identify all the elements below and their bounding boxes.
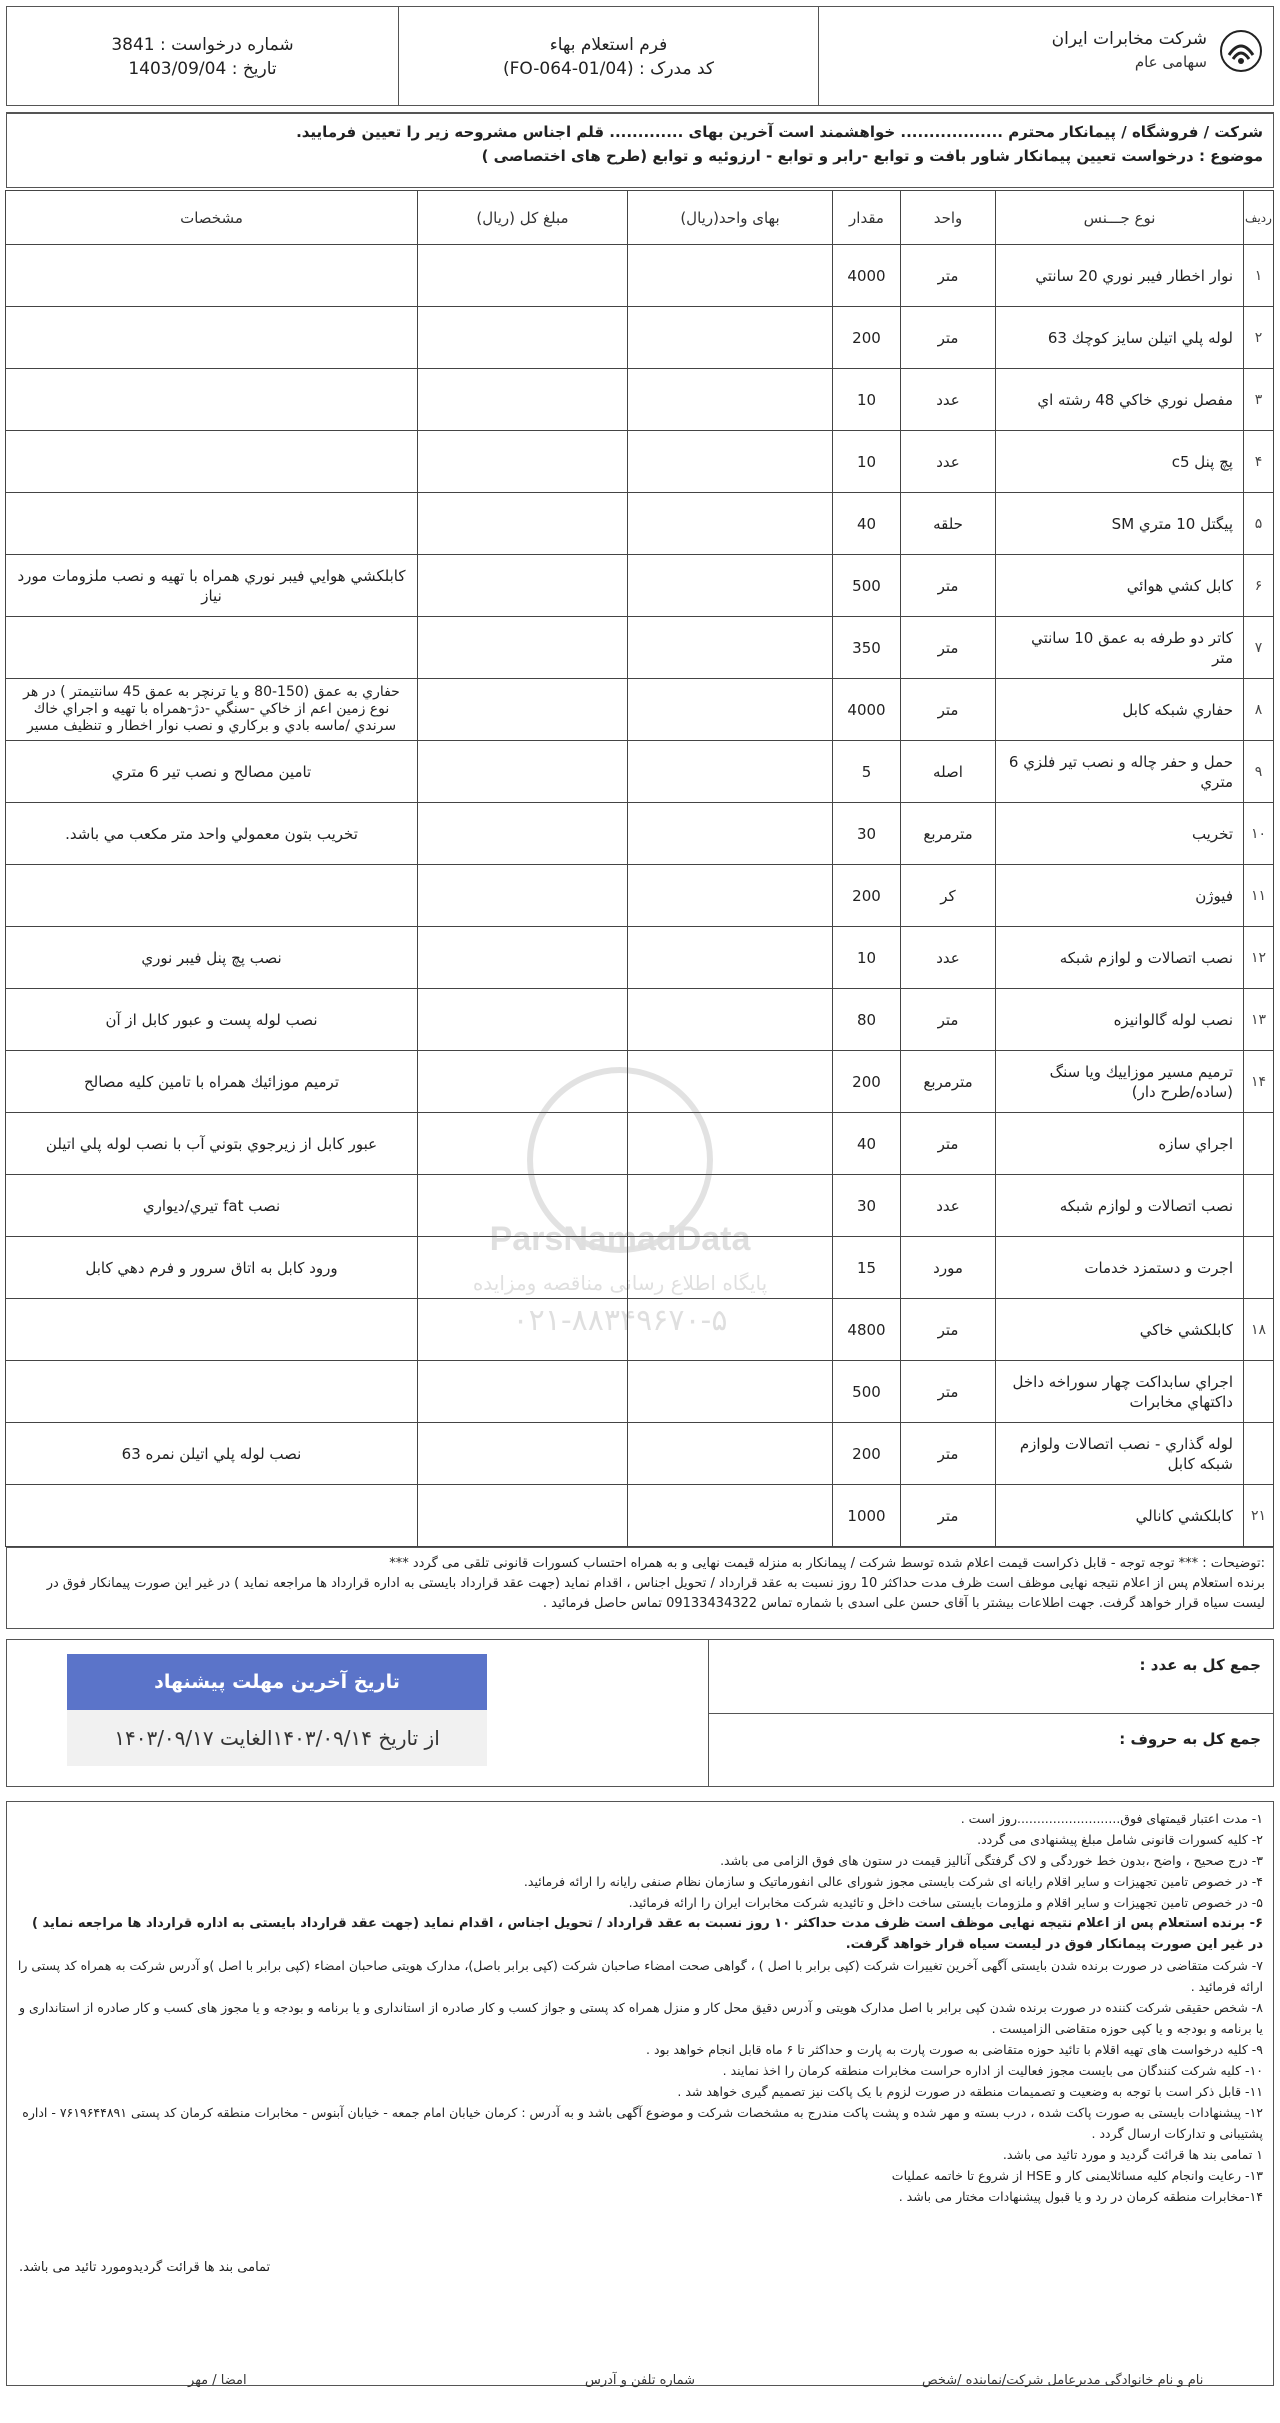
item-name: كابل كشي هوائي	[996, 555, 1244, 617]
company-type: سهامی عام	[1134, 53, 1207, 71]
table-row	[6, 245, 1274, 307]
item-unit-price	[628, 493, 833, 555]
item-unit-price	[628, 927, 833, 989]
table-header-row	[6, 191, 1274, 245]
watermark-tagline: پایگاه اطلاع رسانی مناقصه ومزایده	[472, 1271, 768, 1295]
item-quantity: 200	[833, 1051, 901, 1113]
item-name: نصب اتصالات و لوازم شبكه	[996, 927, 1244, 989]
request-number: شماره درخواست : 3841	[111, 35, 294, 55]
item-spec	[6, 865, 418, 927]
item-unit: حلقه	[901, 493, 996, 555]
item-spec: نصب لوله پست و عبور كابل از آن	[6, 989, 418, 1051]
company-block	[818, 7, 1273, 105]
item-unit-price	[628, 1299, 833, 1361]
item-quantity: 1000	[833, 1485, 901, 1547]
item-name: لوله پلي اتيلن سايز كوچك 63	[996, 307, 1244, 369]
item-quantity: 200	[833, 865, 901, 927]
item-spec: نصب پچ پنل فيبر نوري	[6, 927, 418, 989]
form-title-block	[398, 7, 818, 105]
condition-item: ۶- برنده استعلام پس از اعلام نتیجه نهایی موظف است ظرف مدت حداکثر ۱۰ روز نسبت به عقد قرارداد / تحویل اجناس ، اقدام نماید (جهت عقد قرارداد بایستی به اداره قرارداد ها مراجعه نماید ) در غیر این صورت پیمانکار فوق در لیست سیاه قرار خواهد گرفت.	[31, 1916, 1263, 1952]
table-row	[6, 1237, 1274, 1299]
item-spec: نصب fat تيري/ديواري	[6, 1175, 418, 1237]
table-row	[6, 679, 1274, 741]
col-spec-header: مشخصات	[6, 191, 418, 245]
table-row	[6, 741, 1274, 803]
deadline-title: تاریخ آخرین مهلت پیشنهاد	[67, 1654, 487, 1710]
item-quantity: 40	[833, 1113, 901, 1175]
item-unit: عدد	[901, 369, 996, 431]
item-total-price	[418, 927, 628, 989]
table-row	[6, 493, 1274, 555]
item-unit: عدد	[901, 927, 996, 989]
row-number: ۱۳	[1244, 989, 1274, 1051]
item-name: مفصل نوري خاكي 48 رشته اي	[996, 369, 1244, 431]
item-unit-price	[628, 245, 833, 307]
condition-item: ۱۲- پیشنهادات بایستی به صورت پاکت شده ، درب بسته و مهر شده و پشت پاکت مندرج به مشخصات شرکت و موضوع آگهی باشد و به آدرس : کرمان خیابان امام جمعه - خیابان آبنوس - مخابرات منطقه کرمان کد پستی ۷۶۱۹۶۴۴۸۹۱ - اداره پشتیبانی و تدارکات ارسال گردد .	[22, 2105, 1263, 2141]
item-unit: مترمربع	[901, 803, 996, 865]
item-unit-price	[628, 741, 833, 803]
condition-item: ۱۱- قابل ذکر است با توجه به وضعیت و تصمیمات منطقه در صورت لزوم با یک پاکت نیز تصمیم گیری خواهد شد .	[677, 2084, 1263, 2099]
table-row	[6, 431, 1274, 493]
table-row	[6, 1485, 1274, 1547]
notes-block	[6, 1547, 1274, 1629]
row-number: ۶	[1244, 555, 1274, 617]
item-spec	[6, 1299, 418, 1361]
row-number: ۳	[1244, 369, 1274, 431]
item-spec	[6, 245, 418, 307]
item-unit: اصله	[901, 741, 996, 803]
item-unit: متر	[901, 1299, 996, 1361]
table-row	[6, 307, 1274, 369]
company-logo-icon	[1219, 29, 1263, 73]
form-header	[6, 6, 1274, 106]
table-row	[6, 803, 1274, 865]
request-block	[7, 7, 398, 105]
item-spec	[6, 307, 418, 369]
table-row	[6, 1423, 1274, 1485]
item-spec: تامين مصالح و نصب تير 6 متري	[6, 741, 418, 803]
notes-line-1: :توضیحات : *** توجه توجه - قابل ذکراست قیمت اعلام شده توسط شرکت / پیمانکار به منزله قیمت نهایی و به همراه احتساب کسورات قانونی تلقی می گردد ***	[389, 1556, 1265, 1571]
item-quantity: 5	[833, 741, 901, 803]
item-total-price	[418, 555, 628, 617]
item-quantity: 500	[833, 1361, 901, 1423]
item-name: نصب اتصالات و لوازم شبكه	[996, 1175, 1244, 1237]
item-quantity: 10	[833, 431, 901, 493]
item-quantity: 80	[833, 989, 901, 1051]
item-unit: متر	[901, 617, 996, 679]
item-name: اجراي سازه	[996, 1113, 1244, 1175]
item-name: نصب لوله گالوانيزه	[996, 989, 1244, 1051]
watermark-brand: ParsNamadData	[489, 1220, 751, 1258]
row-number: ۱۲	[1244, 927, 1274, 989]
item-spec: نصب لوله پلي اتيلن نمره 63	[6, 1423, 418, 1485]
item-unit: مترمربع	[901, 1051, 996, 1113]
condition-item: ۱۴-مخابرات منطقه کرمان در رد و یا قبول پیشنهادات مختار می باشد .	[898, 2189, 1263, 2204]
item-name: كابلكشي كانالي	[996, 1485, 1244, 1547]
item-name: كابلكشي خاكي	[996, 1299, 1244, 1361]
final-approval-note: تمامی بند ها قرائت گردیدومورد تائید می باشد.	[19, 2260, 271, 2275]
item-name: پچ پنل c5	[996, 431, 1244, 493]
condition-item: ۱ تمامی بند ها قرائت گردید و مورد تائید می باشد.	[1002, 2147, 1263, 2162]
condition-item: ۳- درج صحیح ، واضح ،بدون خط خوردگی و لاک گرفتگی آنالیز قیمت در ستون های فوق الزامی می باشد.	[720, 1853, 1263, 1868]
condition-item: ۲- کلیه کسورات قانونی شامل مبلغ پیشنهادی می گردد.	[977, 1832, 1263, 1847]
item-unit: متر	[901, 1113, 996, 1175]
item-unit: عدد	[901, 431, 996, 493]
item-spec	[6, 1485, 418, 1547]
table-row	[6, 617, 1274, 679]
intro-block	[6, 112, 1274, 188]
condition-item: ۷- شرکت متقاضی در صورت برنده شدن بایستی آگهی آخرین تغییرات شرکت (کپی برابر با اصل ) ، گواهی صحت امضاء صاحبان شرکت (کپی برابر باصل)، مدارک هویتی صاحبان امضاء (کپی برابر با اصل )و آدرس شرکت به همراه کد پستی را ارائه فرمائید .	[17, 1958, 1263, 1994]
item-quantity: 4800	[833, 1299, 901, 1361]
row-number	[1244, 1113, 1274, 1175]
deadline-dates: از تاریخ ۱۴۰۳/۰۹/۱۴الغایت ۱۴۰۳/۰۹/۱۷	[67, 1710, 487, 1766]
item-total-price	[418, 1113, 628, 1175]
condition-item: ۸- شخص حقیقی شرکت کننده در صورت برنده شدن کپی برابر با اصل مدارک هویتی و آدرس دقیق محل کار و منزل همراه کد پستی و جواز کسب و کار صادره از استانداری و یا برنامه و بودجه و یا مجوز های کسب و کار صادره از استانداری و یا برنامه و بودجه و یا کپی حوزه متقاضی الزامیست .	[19, 2000, 1263, 2036]
item-name: حفاري شبكه كابل	[996, 679, 1244, 741]
item-quantity: 200	[833, 1423, 901, 1485]
request-date: تاریخ : 1403/09/04	[128, 59, 277, 79]
row-number: ۸	[1244, 679, 1274, 741]
item-quantity: 500	[833, 555, 901, 617]
row-number: ۱۴	[1244, 1051, 1274, 1113]
item-total-price	[418, 1423, 628, 1485]
signature-name-label: نام و نام خانوادگی مدیرعامل شرکت/نماینده /شخص	[921, 2373, 1204, 2388]
table-row	[6, 369, 1274, 431]
item-unit: متر	[901, 1485, 996, 1547]
item-unit-price	[628, 803, 833, 865]
item-spec: تخريب بتون معمولي واحد متر مكعب مي باشد.	[6, 803, 418, 865]
table-row	[6, 1175, 1274, 1237]
item-total-price	[418, 741, 628, 803]
item-total-price	[418, 493, 628, 555]
item-spec	[6, 369, 418, 431]
item-unit-price	[628, 1237, 833, 1299]
item-name: نوار اخطار فيبر نوري 20 سانتي	[996, 245, 1244, 307]
item-total-price	[418, 1175, 628, 1237]
item-unit: متر	[901, 1361, 996, 1423]
item-name: لوله گذاري - نصب اتصالات ولوازم شبكه كابل	[996, 1423, 1244, 1485]
watermark-phone: ۰۲۱-۸۸۳۴۹۶۷۰-۵	[512, 1303, 728, 1338]
col-row-header: ردیف	[1244, 191, 1274, 245]
item-name: پيگتل 10 متري SM	[996, 493, 1244, 555]
item-unit-price	[628, 1485, 833, 1547]
item-unit-price	[628, 1051, 833, 1113]
item-name: فيوژن	[996, 865, 1244, 927]
item-unit-price	[628, 865, 833, 927]
item-unit-price	[628, 431, 833, 493]
item-unit-price	[628, 617, 833, 679]
col-qty-header: مقدار	[833, 191, 901, 245]
item-name: حمل و حفر چاله و نصب تير فلزي 6 متري	[996, 741, 1244, 803]
item-unit-price	[628, 369, 833, 431]
item-quantity: 30	[833, 1175, 901, 1237]
item-name: تخريب	[996, 803, 1244, 865]
item-spec: حفاري به عمق (150-80 و يا ترنچر به عمق 45 سانتيمتر ) در هر نوع زمين اعم از خاكي -سنگي -دژ-همراه با تهيه و اجراي خاك سرندي /ماسه بادي و بركاري و نصب نوار اخطار و تنظيف مسير	[6, 679, 418, 741]
item-spec: ورود كابل به اتاق سرور و فرم دهي كابل	[6, 1237, 418, 1299]
item-unit-price	[628, 679, 833, 741]
item-quantity: 4000	[833, 245, 901, 307]
notes-line-2: برنده استعلام پس از اعلام نتیجه نهایی موظف است ظرف مدت حداکثر 10 روز نسبت به عقد قرارداد / تحویل اجناس ، اقدام نماید (جهت عقد قرارداد بایستی به اداره قرارداد ها مراجعه نماید ) در غیر این صورت پیمانکار فوق در لیست سیاه قرار خواهد گرفت. جهت اطلاعات بیشتر با آقای حسن علی اسدی با شماره تماس 09133434322 تماس حاصل فرمائید .	[46, 1576, 1265, 1611]
item-unit-price	[628, 1175, 833, 1237]
item-quantity: 40	[833, 493, 901, 555]
item-spec	[6, 431, 418, 493]
item-total-price	[418, 1299, 628, 1361]
deadline-box	[67, 1654, 487, 1766]
item-quantity: 4000	[833, 679, 901, 741]
row-number: ۱۸	[1244, 1299, 1274, 1361]
item-total-price	[418, 1485, 628, 1547]
item-total-price	[418, 865, 628, 927]
item-unit: متر	[901, 679, 996, 741]
item-total-price	[418, 803, 628, 865]
row-number: ۵	[1244, 493, 1274, 555]
table-row	[6, 1299, 1274, 1361]
condition-item: ۱۳- رعایت وانجام کلیه مسائلایمنی کار و HSE از شروع تا خاتمه عملیات	[891, 2168, 1263, 2183]
condition-item: ۱- مدت اعتبار قیمتهای فوق..........................روز است .	[960, 1811, 1263, 1826]
condition-item: ۱۰- کلیه شرکت کنندگان می بایست مجوز فعالیت از اداره حراست مخابرات منطقه کرمان را اخذ نمایند .	[722, 2063, 1263, 2078]
item-quantity: 10	[833, 369, 901, 431]
item-total-price	[418, 1051, 628, 1113]
item-spec: عبور كابل از زيرجوي بتوني آب با نصب لوله پلي اتيلن	[6, 1113, 418, 1175]
conditions-block	[6, 1801, 1274, 2386]
item-unit: عدد	[901, 1175, 996, 1237]
item-quantity: 350	[833, 617, 901, 679]
item-spec	[6, 1361, 418, 1423]
signature-row	[6, 2373, 1274, 2423]
item-unit-price	[628, 989, 833, 1051]
row-number	[1244, 1175, 1274, 1237]
items-table	[5, 190, 1274, 1547]
row-number: ۲۱	[1244, 1485, 1274, 1547]
condition-item: ۴- در خصوص تامین تجهیزات و سایر اقلام رایانه ای شرکت بایستی مجوز شورای عالی انفورماتیک و سازمان نظام صنفی رایانه را ارائه فرمائید.	[523, 1874, 1263, 1889]
item-quantity: 30	[833, 803, 901, 865]
row-number: ۱	[1244, 245, 1274, 307]
item-total-price	[418, 245, 628, 307]
item-total-price	[418, 989, 628, 1051]
signature-sign-label: امضا / مهر	[188, 2373, 247, 2388]
item-unit: متر	[901, 1423, 996, 1485]
company-name: شرکت مخابرات ایران	[1051, 29, 1207, 49]
row-number: ۲	[1244, 307, 1274, 369]
item-total-price	[418, 431, 628, 493]
item-unit: متر	[901, 307, 996, 369]
totals-block	[6, 1639, 1274, 1787]
item-total-price	[418, 1361, 628, 1423]
col-unit-header: واحد	[901, 191, 996, 245]
item-unit-price	[628, 555, 833, 617]
row-number: ۴	[1244, 431, 1274, 493]
item-unit: متر	[901, 245, 996, 307]
table-row	[6, 1051, 1274, 1113]
col-name-header: نوع جـــنس	[996, 191, 1244, 245]
condition-item: ۹- کلیه درخواست های تهیه اقلام با تائید حوزه متقاضی به صورت پارت به پارت و حداکثر تا ۶ ماه قابل انجام خواهد بود .	[646, 2042, 1263, 2057]
item-name: كاتر دو طرفه به عمق 10 سانتي متر	[996, 617, 1244, 679]
item-total-price	[418, 369, 628, 431]
doc-code: کد مدرک : (FO-064-01/04)	[502, 59, 715, 79]
item-spec	[6, 493, 418, 555]
table-row	[6, 1113, 1274, 1175]
table-row	[6, 989, 1274, 1051]
table-row	[6, 865, 1274, 927]
col-unit-price-header: بهای واحد(ریال)	[628, 191, 833, 245]
item-quantity: 200	[833, 307, 901, 369]
total-words-label: جمع کل به حروف :	[1119, 1729, 1261, 1748]
item-unit: مورد	[901, 1237, 996, 1299]
item-quantity: 15	[833, 1237, 901, 1299]
item-total-price	[418, 617, 628, 679]
item-total-price	[418, 307, 628, 369]
item-unit-price	[628, 1361, 833, 1423]
intro-subject: موضوع : درخواست تعیین پیمانکار شاور بافت و توابع -رابر و توابع - ارزوئیه و توابع (طرح های اختصاصی )	[481, 147, 1263, 165]
item-unit: متر	[901, 989, 996, 1051]
deadline-area	[7, 1640, 708, 1786]
item-unit-price	[628, 307, 833, 369]
item-unit-price	[628, 1113, 833, 1175]
item-spec: كابلكشي هوايي فيبر نوري همراه با تهيه و نصب ملزومات مورد نياز	[6, 555, 418, 617]
item-name: اجراي سابداكت چهار سوراخه داخل داكتهاي مخابرات	[996, 1361, 1244, 1423]
item-total-price	[418, 1237, 628, 1299]
item-unit: متر	[901, 555, 996, 617]
total-numeric-label: جمع کل به عدد :	[709, 1640, 1273, 1714]
signature-phone-label: شماره تلفن و آدرس	[584, 2373, 696, 2388]
item-unit-price	[628, 1423, 833, 1485]
item-total-price	[418, 679, 628, 741]
form-title: فرم استعلام بهاء	[549, 35, 668, 55]
intro-line-1: شرکت / فروشگاه / پیمانکار محترم .................. خواهشمند است آخرین بهای ............. قلم اجناس مشروحه زیر را تعیین فرمایید.	[296, 123, 1263, 141]
row-number: ۱۰	[1244, 803, 1274, 865]
row-number	[1244, 1361, 1274, 1423]
item-name: اجرت و دستمزد خدمات	[996, 1237, 1244, 1299]
table-row	[6, 927, 1274, 989]
row-number	[1244, 1423, 1274, 1485]
item-unit: كر	[901, 865, 996, 927]
inquiry-form	[6, 6, 1274, 2386]
item-quantity: 10	[833, 927, 901, 989]
table-row	[6, 555, 1274, 617]
col-total-header: مبلغ کل (ریال)	[418, 191, 628, 245]
item-spec: ترميم موزائيك همراه با تامين كليه مصالح	[6, 1051, 418, 1113]
condition-item: ۵- در خصوص تامین تجهیزات و سایر اقلام و ملزومات بایستی ساخت داخل و تائیدیه شرکت مخابرات ایران را ارائه فرمائید.	[628, 1895, 1263, 1910]
table-row	[6, 1361, 1274, 1423]
row-number: ۱۱	[1244, 865, 1274, 927]
row-number: ۹	[1244, 741, 1274, 803]
item-spec	[6, 617, 418, 679]
row-number	[1244, 1237, 1274, 1299]
row-number: ۷	[1244, 617, 1274, 679]
item-name: ترميم مسير موزاييك ويا سنگ (ساده/طرح دار)	[996, 1051, 1244, 1113]
